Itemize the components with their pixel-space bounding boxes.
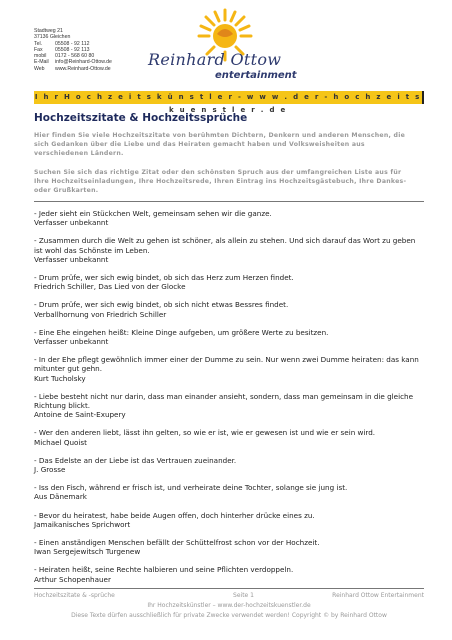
contact-city: 37136 Gleichen — [34, 34, 71, 41]
divider — [34, 201, 424, 202]
quote-author: J. Grosse — [34, 465, 66, 475]
quote-text: - Iss den Fisch, während er frisch ist, und verheirate deine Tochter, solange sie jung ist. — [34, 483, 348, 493]
quote-item — [34, 300, 424, 318]
quote-item — [34, 236, 424, 264]
quote-item — [34, 538, 424, 556]
quote-text: - Zusammen durch die Welt zu gehen ist schöner, als allein zu stehen. Und sich darauf das Wort zu geben ist wohl das Schönste im Leben. — [34, 236, 416, 255]
quote-text: - Das Edelste an der Liebe ist das Vertrauen zueinander. — [34, 455, 237, 465]
quote-text: - Liebe besteht nicht nur darin, dass man einander ansieht, sondern, dass man gemeinsam in die gleiche Richtung blickt. — [34, 391, 413, 411]
quote-text: - In der Ehe pflegt gewöhnlich immer einer der Dumme zu sein. Nur wenn zwei Dumme heiraten: das kann mitunter gut gehn. — [34, 355, 419, 374]
quote-text: - Drum prüfe, wer sich ewig bindet, ob sich nicht etwas Bessres findet. — [34, 300, 289, 310]
banner-bar — [34, 91, 424, 114]
quote-list — [34, 209, 424, 593]
quote-author: Friedrich Schiller, Das Lied von der Glocke — [34, 282, 186, 292]
footer-row — [34, 592, 424, 599]
footer-page-number: Seite 1 — [233, 592, 254, 599]
quote-text: - Bevor du heiratest, habe beide Augen offen, doch hinterher drücke eines zu. — [34, 510, 315, 520]
quote-author: Verfasser unbekannt — [34, 254, 109, 264]
quote-item — [34, 456, 424, 474]
contact-label: Web — [34, 65, 45, 72]
contact-label: Tel. — [34, 40, 43, 47]
quote-item — [34, 355, 424, 383]
quote-author: Verfasser unbekannt — [34, 218, 109, 228]
quote-author: Verfasser unbekannt — [34, 337, 109, 347]
contact-value: 0172 - 568 60 80 — [55, 53, 95, 60]
quote-author: Michael Quoist — [34, 437, 87, 447]
quote-author: Arthur Schopenhauer — [34, 574, 111, 584]
contact-value: 05508 - 92 113 — [55, 46, 90, 53]
quote-text: - Heiraten heißt, seine Rechte halbieren und seine Pflichten verdoppeln. — [34, 565, 294, 575]
footer-copyright: Diese Texte dürfen ausschließlich für private Zwecke verwendet werden! Copyright © by Reinhard Ottow — [71, 612, 387, 619]
quote-item — [34, 428, 424, 446]
page-title: Hochzeitszitate & Hochzeitssprüche — [34, 112, 248, 124]
quote-item — [34, 483, 424, 501]
quote-author: Verballhornung von Friedrich Schiller — [34, 309, 167, 319]
contact-row-web — [34, 66, 112, 72]
quote-text: - Jeder sieht ein Stückchen Welt, gemeinsam sehen wir die ganze. — [34, 209, 272, 218]
contact-email-link[interactable]: info@Reinhard-Ottow.de — [55, 59, 112, 66]
footer-doc-title: Hochzeitszitate & -sprüche — [34, 592, 115, 599]
contact-street: Stadtweg 21 — [34, 28, 63, 34]
quote-text: - Wer den anderen liebt, lässt ihn gelten, so wie er ist, wie er gewesen ist und wie er sein wird. — [34, 428, 376, 438]
contact-label: E-Mail — [34, 59, 49, 66]
footer-company: Reinhard Ottow Entertainment — [332, 592, 424, 599]
quote-author: Antoine de Saint-Exupery — [34, 410, 126, 420]
quote-author: Jamaikanisches Sprichwort — [34, 519, 131, 529]
contact-label: Fax — [34, 46, 43, 53]
logo-subtitle: entertainment — [215, 70, 297, 81]
quote-item — [34, 209, 424, 227]
quote-item — [34, 392, 424, 420]
quote-author: Kurt Tucholsky — [34, 373, 86, 383]
intro-paragraph: Hier finden Sie viele Hochzeitszitate von berühmten Dichtern, Denkern und anderen Menschen, die sich Gedanken über die Liebe und das Heiraten gemacht haben und Volksweisheiten aus verschiedenen Ländern. — [34, 132, 406, 157]
quote-author: Aus Dänemark — [34, 492, 87, 502]
quote-text: - Einen anständigen Menschen befällt der Schüttelfrost schon vor der Hochzeit. — [34, 538, 320, 548]
quote-item — [34, 273, 424, 291]
quote-item — [34, 511, 424, 529]
quote-item — [34, 565, 424, 583]
footer-divider — [34, 588, 424, 589]
logo-name: Reinhard Ottow — [148, 50, 282, 69]
quote-text: - Drum prüfe, wer sich ewig bindet, ob sich das Herz zum Herzen findet. — [34, 273, 294, 283]
banner-text: I h r H o c h z e i t s k ü n s t l e r - w w w . d e r - h o c h z e i t s k u e n s t l e r . d e — [34, 93, 422, 114]
quote-author: Iwan Sergejewitsch Turgenew — [34, 547, 141, 557]
quote-item — [34, 328, 424, 346]
contact-block — [34, 28, 112, 72]
contact-web-link[interactable]: www.Reinhard-Ottow.de — [55, 65, 111, 72]
quote-text: - Eine Ehe eingehen heißt: Kleine Dinge aufgeben, um größere Werte zu besitzen. — [34, 327, 329, 337]
contact-label: mobil — [34, 53, 47, 60]
intro-paragraph: Suchen Sie sich das richtige Zitat oder den schönsten Spruch aus der umfangreichen Liste aus für Ihre Hochzeitseinladungen, Ihre Hochzeitsrede, Ihren Eintrag ins Hochzeitsgästebuch, Ihre Dankes- oder Grußkarten. — [34, 169, 407, 194]
footer-website-line: Ihr Hochzeitskünstler – www.der-hochzeitskuenstler.de — [147, 602, 311, 609]
contact-value: 05508 - 92 112 — [55, 40, 90, 47]
